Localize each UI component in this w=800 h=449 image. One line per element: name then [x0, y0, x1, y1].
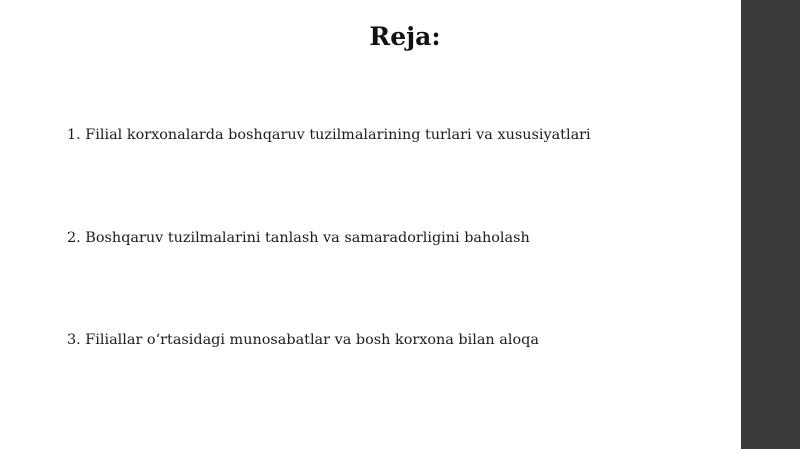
plan-item-2: 2. Boshqaruv tuzilmalarini tanlash va samaradorligini baholash — [67, 230, 530, 246]
plan-item-1: 1. Filial korxonalarda boshqaruv tuzilmalarining turlari va xususiyatlari — [67, 127, 591, 143]
slide-title: Reja: — [369, 22, 441, 51]
side-panel — [741, 0, 800, 449]
plan-item-3: 3. Filiallar o‘rtasidagi munosabatlar va bosh korxona bilan aloqa — [67, 332, 539, 348]
